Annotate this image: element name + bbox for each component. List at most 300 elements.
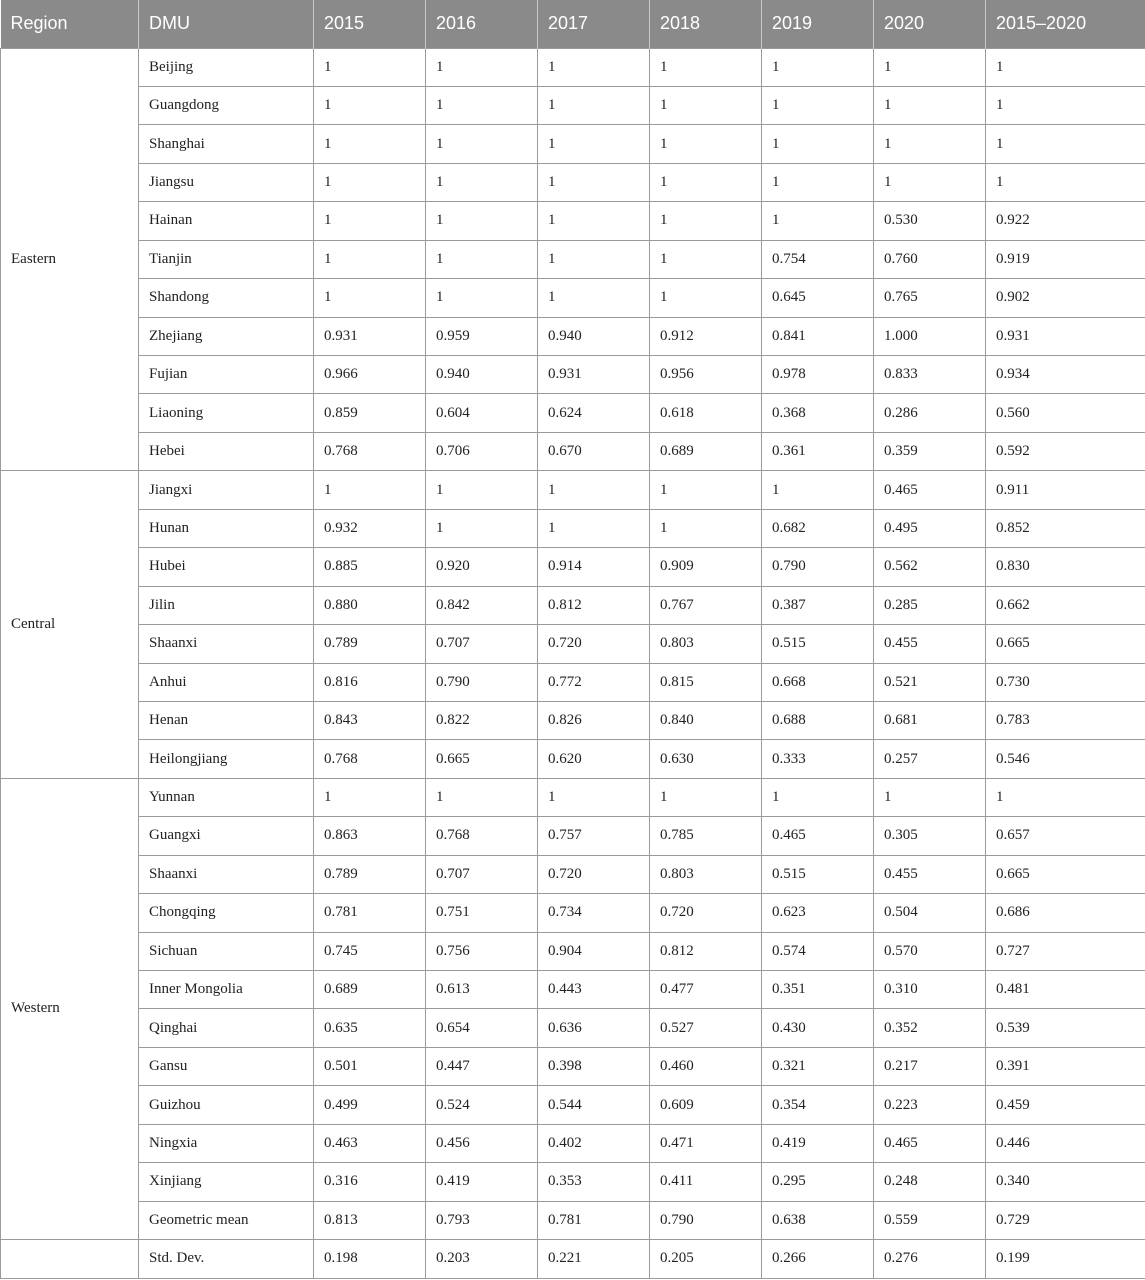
dmu-cell: Geometric mean bbox=[139, 1201, 314, 1239]
value-cell: 1 bbox=[314, 163, 426, 201]
value-cell: 1 bbox=[538, 471, 650, 509]
value-cell: 0.959 bbox=[426, 317, 538, 355]
value-cell: 0.852 bbox=[986, 509, 1145, 547]
value-cell: 0.781 bbox=[314, 894, 426, 932]
value-cell: 0.465 bbox=[874, 1124, 986, 1162]
value-cell: 1 bbox=[314, 471, 426, 509]
value-cell: 0.654 bbox=[426, 1009, 538, 1047]
dmu-cell: Chongqing bbox=[139, 894, 314, 932]
value-cell: 0.760 bbox=[874, 240, 986, 278]
value-cell: 0.863 bbox=[314, 817, 426, 855]
table-row bbox=[1, 240, 1145, 278]
value-cell: 0.751 bbox=[426, 894, 538, 932]
dmu-cell: Tianjin bbox=[139, 240, 314, 278]
value-cell: 0.843 bbox=[314, 701, 426, 739]
value-cell: 0.592 bbox=[986, 432, 1145, 470]
value-cell: 0.623 bbox=[762, 894, 874, 932]
value-cell: 0.353 bbox=[538, 1163, 650, 1201]
value-cell: 1 bbox=[986, 778, 1145, 816]
value-cell: 0.391 bbox=[986, 1047, 1145, 1085]
value-cell: 0.689 bbox=[314, 971, 426, 1009]
value-cell: 0.657 bbox=[986, 817, 1145, 855]
value-cell: 0.914 bbox=[538, 548, 650, 586]
value-cell: 0.768 bbox=[314, 432, 426, 470]
value-cell: 0.495 bbox=[874, 509, 986, 547]
value-cell: 0.562 bbox=[874, 548, 986, 586]
value-cell: 0.706 bbox=[426, 432, 538, 470]
value-cell: 0.456 bbox=[426, 1124, 538, 1162]
table-row bbox=[1, 432, 1145, 470]
value-cell: 0.504 bbox=[874, 894, 986, 932]
value-cell: 0.481 bbox=[986, 971, 1145, 1009]
dmu-cell: Shanghai bbox=[139, 125, 314, 163]
value-cell: 1 bbox=[874, 163, 986, 201]
region-cell bbox=[1, 1240, 139, 1278]
value-cell: 0.885 bbox=[314, 548, 426, 586]
value-cell: 0.686 bbox=[986, 894, 1145, 932]
value-cell: 0.463 bbox=[314, 1124, 426, 1162]
table-row bbox=[1, 471, 1145, 509]
value-cell: 0.911 bbox=[986, 471, 1145, 509]
column-header: 2018 bbox=[650, 0, 762, 48]
value-cell: 0.754 bbox=[762, 240, 874, 278]
value-cell: 0.909 bbox=[650, 548, 762, 586]
value-cell: 0.745 bbox=[314, 932, 426, 970]
value-cell: 1 bbox=[538, 125, 650, 163]
dmu-cell: Shaanxi bbox=[139, 625, 314, 663]
value-cell: 0.501 bbox=[314, 1047, 426, 1085]
value-cell: 0.460 bbox=[650, 1047, 762, 1085]
dmu-cell: Jilin bbox=[139, 586, 314, 624]
value-cell: 0.662 bbox=[986, 586, 1145, 624]
value-cell: 1 bbox=[426, 279, 538, 317]
table-row bbox=[1, 356, 1145, 394]
dmu-cell: Gansu bbox=[139, 1047, 314, 1085]
value-cell: 0.734 bbox=[538, 894, 650, 932]
table-row bbox=[1, 548, 1145, 586]
region-cell: Eastern bbox=[1, 48, 139, 471]
value-cell: 0.203 bbox=[426, 1240, 538, 1278]
table-row bbox=[1, 663, 1145, 701]
value-cell: 0.785 bbox=[650, 817, 762, 855]
value-cell: 1 bbox=[762, 202, 874, 240]
value-cell: 0.430 bbox=[762, 1009, 874, 1047]
value-cell: 1 bbox=[426, 48, 538, 86]
value-cell: 0.285 bbox=[874, 586, 986, 624]
dmu-cell: Jiangxi bbox=[139, 471, 314, 509]
value-cell: 0.665 bbox=[986, 625, 1145, 663]
dmu-cell: Zhejiang bbox=[139, 317, 314, 355]
table-body bbox=[1, 48, 1145, 1278]
table-row bbox=[1, 125, 1145, 163]
value-cell: 0.351 bbox=[762, 971, 874, 1009]
value-cell: 0.443 bbox=[538, 971, 650, 1009]
value-cell: 1 bbox=[314, 240, 426, 278]
value-cell: 0.790 bbox=[762, 548, 874, 586]
column-header: DMU bbox=[139, 0, 314, 48]
value-cell: 0.276 bbox=[874, 1240, 986, 1278]
value-cell: 0.730 bbox=[986, 663, 1145, 701]
value-cell: 0.359 bbox=[874, 432, 986, 470]
value-cell: 1 bbox=[426, 471, 538, 509]
value-cell: 0.411 bbox=[650, 1163, 762, 1201]
value-cell: 0.515 bbox=[762, 855, 874, 893]
value-cell: 0.340 bbox=[986, 1163, 1145, 1201]
region-cell: Western bbox=[1, 778, 139, 1239]
value-cell: 1 bbox=[762, 163, 874, 201]
value-cell: 0.613 bbox=[426, 971, 538, 1009]
value-cell: 0.266 bbox=[762, 1240, 874, 1278]
value-cell: 0.217 bbox=[874, 1047, 986, 1085]
table-row bbox=[1, 48, 1145, 86]
value-cell: 0.609 bbox=[650, 1086, 762, 1124]
value-cell: 0.419 bbox=[762, 1124, 874, 1162]
dmu-cell: Ningxia bbox=[139, 1124, 314, 1162]
value-cell: 0.305 bbox=[874, 817, 986, 855]
value-cell: 0.790 bbox=[426, 663, 538, 701]
value-cell: 1 bbox=[762, 86, 874, 124]
value-cell: 0.789 bbox=[314, 855, 426, 893]
value-cell: 1 bbox=[650, 163, 762, 201]
value-cell: 1 bbox=[650, 48, 762, 86]
value-cell: 1 bbox=[874, 48, 986, 86]
value-cell: 0.477 bbox=[650, 971, 762, 1009]
value-cell: 1 bbox=[538, 279, 650, 317]
value-cell: 0.310 bbox=[874, 971, 986, 1009]
value-cell: 1 bbox=[426, 202, 538, 240]
value-cell: 0.727 bbox=[986, 932, 1145, 970]
table-row bbox=[1, 932, 1145, 970]
table-row bbox=[1, 279, 1145, 317]
value-cell: 0.199 bbox=[986, 1240, 1145, 1278]
value-cell: 1 bbox=[538, 778, 650, 816]
value-cell: 1 bbox=[762, 778, 874, 816]
table-row bbox=[1, 1240, 1145, 1278]
column-header: 2020 bbox=[874, 0, 986, 48]
dmu-cell: Heilongjiang bbox=[139, 740, 314, 778]
value-cell: 1 bbox=[650, 509, 762, 547]
table-row bbox=[1, 1201, 1145, 1239]
value-cell: 1 bbox=[874, 86, 986, 124]
table-row bbox=[1, 86, 1145, 124]
value-cell: 0.560 bbox=[986, 394, 1145, 432]
value-cell: 0.419 bbox=[426, 1163, 538, 1201]
value-cell: 0.465 bbox=[874, 471, 986, 509]
value-cell: 0.931 bbox=[314, 317, 426, 355]
value-cell: 0.635 bbox=[314, 1009, 426, 1047]
value-cell: 0.618 bbox=[650, 394, 762, 432]
value-cell: 0.223 bbox=[874, 1086, 986, 1124]
value-cell: 0.539 bbox=[986, 1009, 1145, 1047]
table-row bbox=[1, 625, 1145, 663]
table-row bbox=[1, 894, 1145, 932]
column-header: 2016 bbox=[426, 0, 538, 48]
value-cell: 0.781 bbox=[538, 1201, 650, 1239]
value-cell: 0.447 bbox=[426, 1047, 538, 1085]
value-cell: 1 bbox=[650, 240, 762, 278]
value-cell: 0.812 bbox=[650, 932, 762, 970]
value-cell: 0.833 bbox=[874, 356, 986, 394]
table-row bbox=[1, 1009, 1145, 1047]
value-cell: 0.402 bbox=[538, 1124, 650, 1162]
value-cell: 1 bbox=[650, 778, 762, 816]
table-row bbox=[1, 1163, 1145, 1201]
value-cell: 1 bbox=[426, 163, 538, 201]
value-cell: 1 bbox=[650, 279, 762, 317]
dmu-cell: Guangxi bbox=[139, 817, 314, 855]
header-row bbox=[1, 0, 1145, 48]
value-cell: 0.768 bbox=[426, 817, 538, 855]
value-cell: 0.333 bbox=[762, 740, 874, 778]
value-cell: 0.803 bbox=[650, 855, 762, 893]
dmu-cell: Guangdong bbox=[139, 86, 314, 124]
value-cell: 0.830 bbox=[986, 548, 1145, 586]
value-cell: 1 bbox=[314, 778, 426, 816]
table-row bbox=[1, 701, 1145, 739]
value-cell: 1 bbox=[426, 509, 538, 547]
column-header: 2019 bbox=[762, 0, 874, 48]
value-cell: 1 bbox=[314, 202, 426, 240]
value-cell: 1 bbox=[426, 125, 538, 163]
dmu-cell: Hunan bbox=[139, 509, 314, 547]
value-cell: 0.499 bbox=[314, 1086, 426, 1124]
dmu-cell: Yunnan bbox=[139, 778, 314, 816]
value-cell: 1 bbox=[986, 163, 1145, 201]
dmu-cell: Hubei bbox=[139, 548, 314, 586]
value-cell: 1 bbox=[986, 48, 1145, 86]
value-cell: 0.707 bbox=[426, 625, 538, 663]
value-cell: 0.620 bbox=[538, 740, 650, 778]
dmu-cell: Xinjiang bbox=[139, 1163, 314, 1201]
table-row bbox=[1, 855, 1145, 893]
value-cell: 0.521 bbox=[874, 663, 986, 701]
value-cell: 0.682 bbox=[762, 509, 874, 547]
value-cell: 0.859 bbox=[314, 394, 426, 432]
value-cell: 0.316 bbox=[314, 1163, 426, 1201]
value-cell: 1 bbox=[986, 86, 1145, 124]
value-cell: 0.681 bbox=[874, 701, 986, 739]
value-cell: 0.815 bbox=[650, 663, 762, 701]
dmu-cell: Shaanxi bbox=[139, 855, 314, 893]
value-cell: 0.720 bbox=[538, 625, 650, 663]
value-cell: 1 bbox=[986, 125, 1145, 163]
value-cell: 0.645 bbox=[762, 279, 874, 317]
table-header bbox=[1, 0, 1145, 48]
value-cell: 0.559 bbox=[874, 1201, 986, 1239]
value-cell: 0.978 bbox=[762, 356, 874, 394]
value-cell: 0.688 bbox=[762, 701, 874, 739]
value-cell: 1 bbox=[538, 48, 650, 86]
value-cell: 0.803 bbox=[650, 625, 762, 663]
column-header: 2015 bbox=[314, 0, 426, 48]
value-cell: 0.816 bbox=[314, 663, 426, 701]
value-cell: 1 bbox=[538, 163, 650, 201]
value-cell: 0.920 bbox=[426, 548, 538, 586]
dmu-cell: Anhui bbox=[139, 663, 314, 701]
value-cell: 1.000 bbox=[874, 317, 986, 355]
value-cell: 0.455 bbox=[874, 625, 986, 663]
dmu-cell: Qinghai bbox=[139, 1009, 314, 1047]
value-cell: 0.530 bbox=[874, 202, 986, 240]
dmu-cell: Hebei bbox=[139, 432, 314, 470]
table-row bbox=[1, 509, 1145, 547]
value-cell: 0.790 bbox=[650, 1201, 762, 1239]
value-cell: 0.729 bbox=[986, 1201, 1145, 1239]
dmu-cell: Beijing bbox=[139, 48, 314, 86]
value-cell: 1 bbox=[650, 202, 762, 240]
table-row bbox=[1, 317, 1145, 355]
value-cell: 1 bbox=[874, 778, 986, 816]
table-row bbox=[1, 778, 1145, 816]
value-cell: 0.966 bbox=[314, 356, 426, 394]
value-cell: 0.841 bbox=[762, 317, 874, 355]
value-cell: 0.919 bbox=[986, 240, 1145, 278]
value-cell: 0.783 bbox=[986, 701, 1145, 739]
value-cell: 0.446 bbox=[986, 1124, 1145, 1162]
value-cell: 0.793 bbox=[426, 1201, 538, 1239]
value-cell: 1 bbox=[314, 279, 426, 317]
column-header: 2015–2020 bbox=[986, 0, 1145, 48]
value-cell: 0.544 bbox=[538, 1086, 650, 1124]
value-cell: 0.904 bbox=[538, 932, 650, 970]
table-row bbox=[1, 971, 1145, 1009]
column-header: Region bbox=[1, 0, 139, 48]
region-cell: Central bbox=[1, 471, 139, 779]
value-cell: 0.295 bbox=[762, 1163, 874, 1201]
value-cell: 1 bbox=[650, 86, 762, 124]
value-cell: 0.205 bbox=[650, 1240, 762, 1278]
table-row bbox=[1, 163, 1145, 201]
dmu-cell: Jiangsu bbox=[139, 163, 314, 201]
value-cell: 0.842 bbox=[426, 586, 538, 624]
table-row bbox=[1, 1047, 1145, 1085]
value-cell: 0.772 bbox=[538, 663, 650, 701]
dmu-cell: Liaoning bbox=[139, 394, 314, 432]
value-cell: 1 bbox=[314, 86, 426, 124]
dmu-cell: Hainan bbox=[139, 202, 314, 240]
value-cell: 0.352 bbox=[874, 1009, 986, 1047]
value-cell: 1 bbox=[650, 125, 762, 163]
value-cell: 0.198 bbox=[314, 1240, 426, 1278]
value-cell: 1 bbox=[538, 202, 650, 240]
column-header: 2017 bbox=[538, 0, 650, 48]
value-cell: 0.638 bbox=[762, 1201, 874, 1239]
value-cell: 0.720 bbox=[650, 894, 762, 932]
value-cell: 0.604 bbox=[426, 394, 538, 432]
table-row bbox=[1, 202, 1145, 240]
value-cell: 0.630 bbox=[650, 740, 762, 778]
value-cell: 0.471 bbox=[650, 1124, 762, 1162]
value-cell: 1 bbox=[314, 125, 426, 163]
value-cell: 0.624 bbox=[538, 394, 650, 432]
value-cell: 0.707 bbox=[426, 855, 538, 893]
value-cell: 1 bbox=[538, 86, 650, 124]
value-cell: 1 bbox=[426, 778, 538, 816]
table-row bbox=[1, 740, 1145, 778]
value-cell: 0.257 bbox=[874, 740, 986, 778]
value-cell: 0.812 bbox=[538, 586, 650, 624]
value-cell: 0.459 bbox=[986, 1086, 1145, 1124]
value-cell: 0.940 bbox=[426, 356, 538, 394]
dmu-cell: Std. Dev. bbox=[139, 1240, 314, 1278]
table-row bbox=[1, 394, 1145, 432]
value-cell: 0.455 bbox=[874, 855, 986, 893]
value-cell: 0.840 bbox=[650, 701, 762, 739]
value-cell: 0.931 bbox=[538, 356, 650, 394]
value-cell: 0.368 bbox=[762, 394, 874, 432]
value-cell: 1 bbox=[650, 471, 762, 509]
dmu-cell: Inner Mongolia bbox=[139, 971, 314, 1009]
dmu-cell: Shandong bbox=[139, 279, 314, 317]
value-cell: 1 bbox=[538, 509, 650, 547]
value-cell: 0.515 bbox=[762, 625, 874, 663]
value-cell: 0.934 bbox=[986, 356, 1145, 394]
value-cell: 1 bbox=[426, 86, 538, 124]
value-cell: 0.665 bbox=[426, 740, 538, 778]
value-cell: 1 bbox=[762, 48, 874, 86]
value-cell: 1 bbox=[426, 240, 538, 278]
value-cell: 1 bbox=[762, 471, 874, 509]
value-cell: 0.940 bbox=[538, 317, 650, 355]
value-cell: 0.932 bbox=[314, 509, 426, 547]
value-cell: 1 bbox=[538, 240, 650, 278]
value-cell: 0.902 bbox=[986, 279, 1145, 317]
dmu-cell: Guizhou bbox=[139, 1086, 314, 1124]
value-cell: 0.636 bbox=[538, 1009, 650, 1047]
value-cell: 0.912 bbox=[650, 317, 762, 355]
value-cell: 0.248 bbox=[874, 1163, 986, 1201]
value-cell: 0.956 bbox=[650, 356, 762, 394]
value-cell: 0.354 bbox=[762, 1086, 874, 1124]
value-cell: 0.757 bbox=[538, 817, 650, 855]
value-cell: 0.546 bbox=[986, 740, 1145, 778]
table-row bbox=[1, 586, 1145, 624]
value-cell: 0.321 bbox=[762, 1047, 874, 1085]
value-cell: 1 bbox=[874, 125, 986, 163]
dmu-cell: Fujian bbox=[139, 356, 314, 394]
value-cell: 0.527 bbox=[650, 1009, 762, 1047]
value-cell: 0.689 bbox=[650, 432, 762, 470]
value-cell: 0.789 bbox=[314, 625, 426, 663]
dmu-cell: Henan bbox=[139, 701, 314, 739]
value-cell: 1 bbox=[314, 48, 426, 86]
value-cell: 0.361 bbox=[762, 432, 874, 470]
value-cell: 0.720 bbox=[538, 855, 650, 893]
value-cell: 0.826 bbox=[538, 701, 650, 739]
value-cell: 0.668 bbox=[762, 663, 874, 701]
value-cell: 0.813 bbox=[314, 1201, 426, 1239]
value-cell: 0.524 bbox=[426, 1086, 538, 1124]
table-row bbox=[1, 817, 1145, 855]
value-cell: 0.880 bbox=[314, 586, 426, 624]
value-cell: 0.570 bbox=[874, 932, 986, 970]
value-cell: 0.767 bbox=[650, 586, 762, 624]
value-cell: 0.465 bbox=[762, 817, 874, 855]
dmu-cell: Sichuan bbox=[139, 932, 314, 970]
value-cell: 0.768 bbox=[314, 740, 426, 778]
value-cell: 1 bbox=[762, 125, 874, 163]
value-cell: 0.398 bbox=[538, 1047, 650, 1085]
value-cell: 0.387 bbox=[762, 586, 874, 624]
value-cell: 0.931 bbox=[986, 317, 1145, 355]
value-cell: 0.765 bbox=[874, 279, 986, 317]
value-cell: 0.286 bbox=[874, 394, 986, 432]
value-cell: 0.670 bbox=[538, 432, 650, 470]
table-row bbox=[1, 1086, 1145, 1124]
value-cell: 0.922 bbox=[986, 202, 1145, 240]
table-row bbox=[1, 1124, 1145, 1162]
value-cell: 0.822 bbox=[426, 701, 538, 739]
